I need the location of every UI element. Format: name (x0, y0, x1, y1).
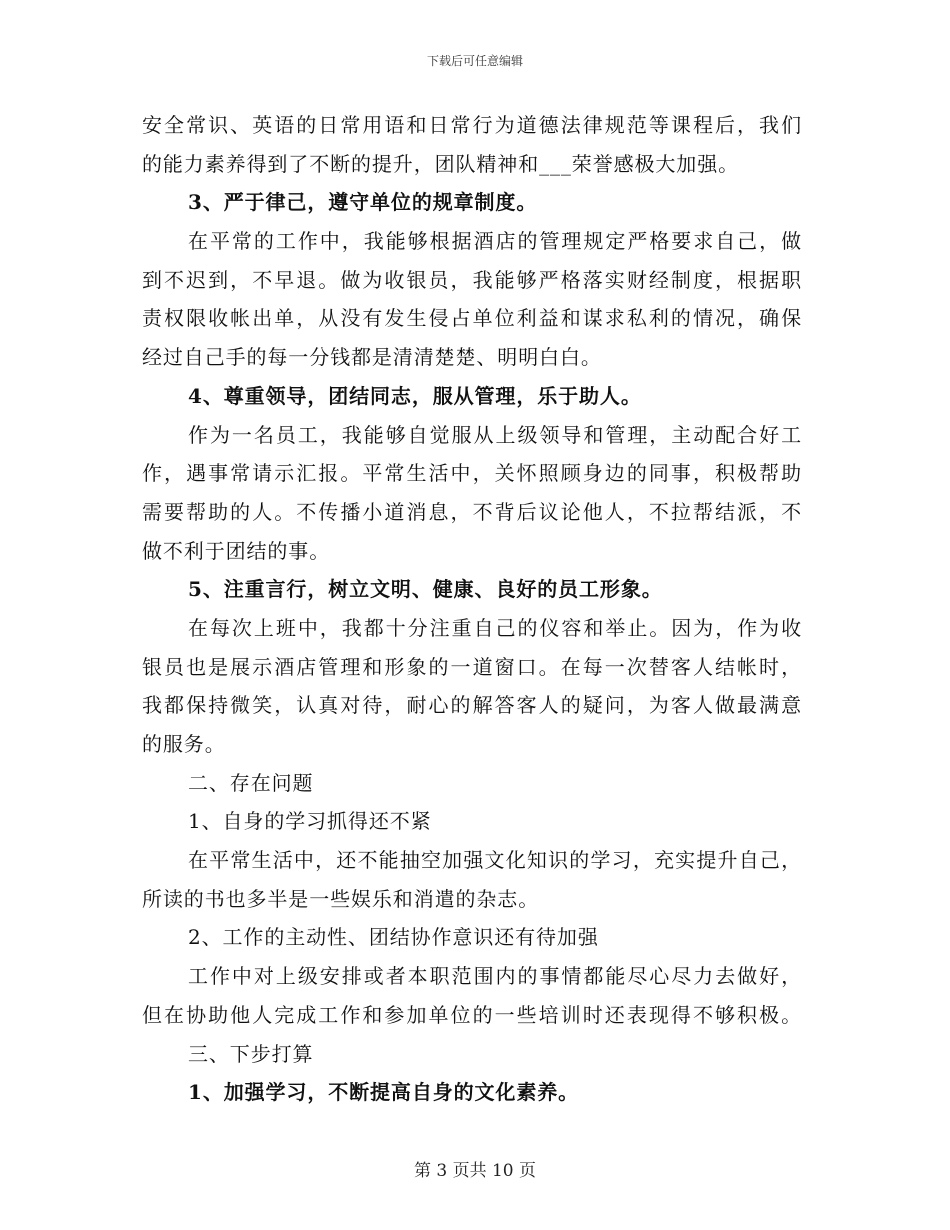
paragraph-line: 在每次上班中，我都十分注重自己的仪容和举止。因为，作为收 (188, 615, 802, 640)
paragraph-line: 经过自己手的每一分钱都是清清楚楚、明明白白。 (142, 345, 602, 370)
paragraph-line: 的能力素养得到了不断的提升，团队精神和___荣誉感极大加强。 (142, 151, 739, 176)
paragraph-line: 我都保持微笑，认真对待，耐心的解答客人的疑问，为客人做最满意 (142, 693, 802, 718)
paragraph-line: 1、自身的学习抓得还不紧 (188, 809, 432, 834)
section-heading-line: 5、注重言行，树立文明、健康、良好的员工形象。 (188, 577, 663, 602)
paragraph-line: 的服务。 (142, 732, 226, 756)
paragraph-line: 做不利于团结的事。 (142, 538, 331, 563)
section-heading-line: 3、严于律己，遵守单位的规章制度。 (188, 190, 538, 215)
page-header: 下载后可任意编辑 (426, 54, 523, 68)
paragraph-line: 作，遇事常请示汇报。平常生活中，关怀照顾身边的同事，积极帮助 (142, 461, 802, 486)
paragraph-line: 需要帮助的人。不传播小道消息，不背后议论他人，不拉帮结派，不 (142, 499, 802, 524)
paragraph-line: 所读的书也多半是一些娱乐和消遣的杂志。 (142, 886, 540, 911)
document-body (142, 106, 802, 1112)
paragraph-line: 安全常识、英语的日常用语和日常行为道德法律规范等课程后，我们 (142, 113, 802, 137)
paragraph-line: 银员也是展示酒店管理和形象的一道窗口。在每一次替客人结帐时， (142, 654, 802, 679)
paragraph-line: 作为一名员工，我能够自觉服从上级领导和管理，主动配合好工 (188, 422, 802, 447)
paragraph-line: 工作中对上级安排或者本职范围内的事情都能尽心尽力去做好， (188, 964, 802, 989)
paragraph-line: 到不迟到，不早退。做为收银员，我能够严格落实财经制度，根据职 (142, 267, 802, 292)
paragraph-line: 但在协助他人完成工作和参加单位的一些培训时还表现得不够积极。 (142, 1002, 802, 1027)
paragraph-line: 二、存在问题 (188, 770, 314, 795)
paragraph-line: 在平常的工作中，我能够根据酒店的管理规定严格要求自己，做 (188, 229, 802, 254)
section-heading-line: 4、尊重领导，团结同志，服从管理，乐于助人。 (188, 383, 642, 408)
paragraph-line: 2、工作的主动性、团结协作意识还有待加强 (188, 925, 599, 950)
paragraph-line: 三、下步打算 (188, 1041, 314, 1066)
paragraph-line: 责权限收帐出单，从没有发生侵占单位利益和谋求私利的情况，确保 (142, 306, 802, 331)
section-heading-line: 1、加强学习，不断提高自身的文化素养。 (188, 1080, 580, 1105)
page-footer: 第 3 页共 10 页 (413, 1161, 537, 1181)
paragraph-line: 在平常生活中，还不能抽空加强文化知识的学习，充实提升自己， (188, 848, 802, 873)
